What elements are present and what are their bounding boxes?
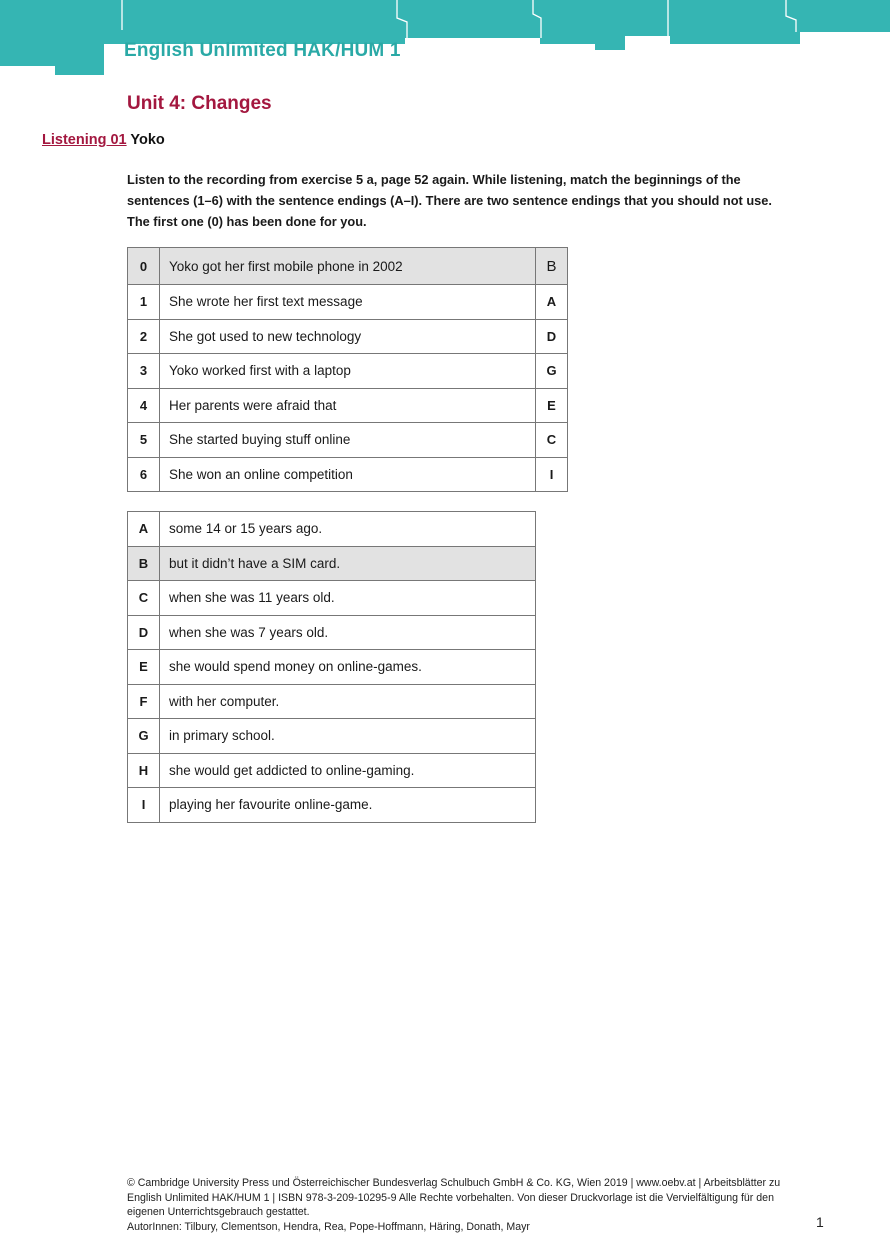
ending-text: she would spend money on online-games. [160, 650, 536, 685]
beginning-text: She got used to new technology [160, 319, 536, 354]
ending-text: when she was 7 years old. [160, 615, 536, 650]
ending-letter: H [128, 753, 160, 788]
footer-copyright [127, 1176, 817, 1234]
ending-row [128, 615, 536, 650]
ending-row [128, 512, 536, 547]
beginning-row [128, 423, 568, 458]
ending-text: playing her favourite online-game. [160, 788, 536, 823]
ending-text: when she was 11 years old. [160, 581, 536, 616]
ending-letter: C [128, 581, 160, 616]
beginning-text: She won an online competition [160, 457, 536, 492]
beginning-row [128, 457, 568, 492]
beginning-number: 1 [128, 285, 160, 320]
beginning-number: 6 [128, 457, 160, 492]
answer-field[interactable]: I [536, 457, 568, 492]
beginning-text: She wrote her first text message [160, 285, 536, 320]
ending-text: some 14 or 15 years ago. [160, 512, 536, 547]
footer-line: eigenen Unterrichtsgebrauch gestattet. [127, 1206, 310, 1218]
footer-line: © Cambridge University Press und Österreichischer Bundesverlag Schulbuch GmbH & Co. KG, Wien 2019 | www.oebv.at | Arbeitsblätter zu [127, 1177, 781, 1189]
ending-letter: B [128, 546, 160, 581]
beginning-row [128, 248, 568, 285]
answer-field[interactable]: B [536, 248, 568, 285]
endings-table [127, 511, 536, 823]
beginnings-table [127, 247, 568, 492]
ending-letter: D [128, 615, 160, 650]
ending-row [128, 788, 536, 823]
instructions: Listen to the recording from exercise 5 a, page 52 again. While listening, match the beginnings of the sentences (1–6) with the sentence endings (A–I). There are two sentence endings that you should not use. The first one (0) has been done for you. [127, 172, 772, 229]
section-code: Listening 01 [42, 132, 127, 148]
answer-field[interactable]: A [536, 285, 568, 320]
ending-letter: A [128, 512, 160, 547]
unit-title: Unit 4: Changes [127, 93, 272, 114]
answer-field[interactable]: C [536, 423, 568, 458]
answer-field[interactable]: D [536, 319, 568, 354]
ending-text: in primary school. [160, 719, 536, 754]
beginning-number: 0 [128, 248, 160, 285]
beginning-number: 3 [128, 354, 160, 389]
ending-letter: E [128, 650, 160, 685]
beginning-row [128, 319, 568, 354]
answer-field[interactable]: G [536, 354, 568, 389]
beginning-text: Yoko worked first with a laptop [160, 354, 536, 389]
ending-row [128, 684, 536, 719]
ending-letter: I [128, 788, 160, 823]
beginning-row [128, 388, 568, 423]
section-name: Yoko [130, 132, 165, 148]
footer-line: English Unlimited HAK/HUM 1 | ISBN 978-3-209-10295-9 Alle Rechte vorbehalten. Von dieser Druckvorlage ist die Vervielfältigung für den [127, 1191, 774, 1204]
beginning-text: Yoko got her first mobile phone in 2002 [160, 248, 536, 285]
ending-row [128, 753, 536, 788]
section-heading [42, 132, 165, 148]
footer-line: AutorInnen: Tilbury, Clementson, Hendra, Rea, Pope-Hoffmann, Häring, Donath, Mayr [127, 1220, 530, 1233]
beginning-text: Her parents were afraid that [160, 388, 536, 423]
answer-field[interactable]: E [536, 388, 568, 423]
beginning-number: 4 [128, 388, 160, 423]
page-number: 1 [816, 1214, 824, 1230]
beginning-text: She started buying stuff online [160, 423, 536, 458]
ending-row [128, 546, 536, 581]
book-title: English Unlimited HAK/HUM 1 [124, 40, 401, 61]
ending-letter: F [128, 684, 160, 719]
ending-text: with her computer. [160, 684, 536, 719]
ending-row [128, 581, 536, 616]
beginning-row [128, 285, 568, 320]
beginning-number: 5 [128, 423, 160, 458]
beginning-row [128, 354, 568, 389]
ending-row [128, 719, 536, 754]
ending-text: but it didn’t have a SIM card. [160, 546, 536, 581]
beginning-number: 2 [128, 319, 160, 354]
ending-row [128, 650, 536, 685]
ending-text: she would get addicted to online-gaming. [160, 753, 536, 788]
ending-letter: G [128, 719, 160, 754]
